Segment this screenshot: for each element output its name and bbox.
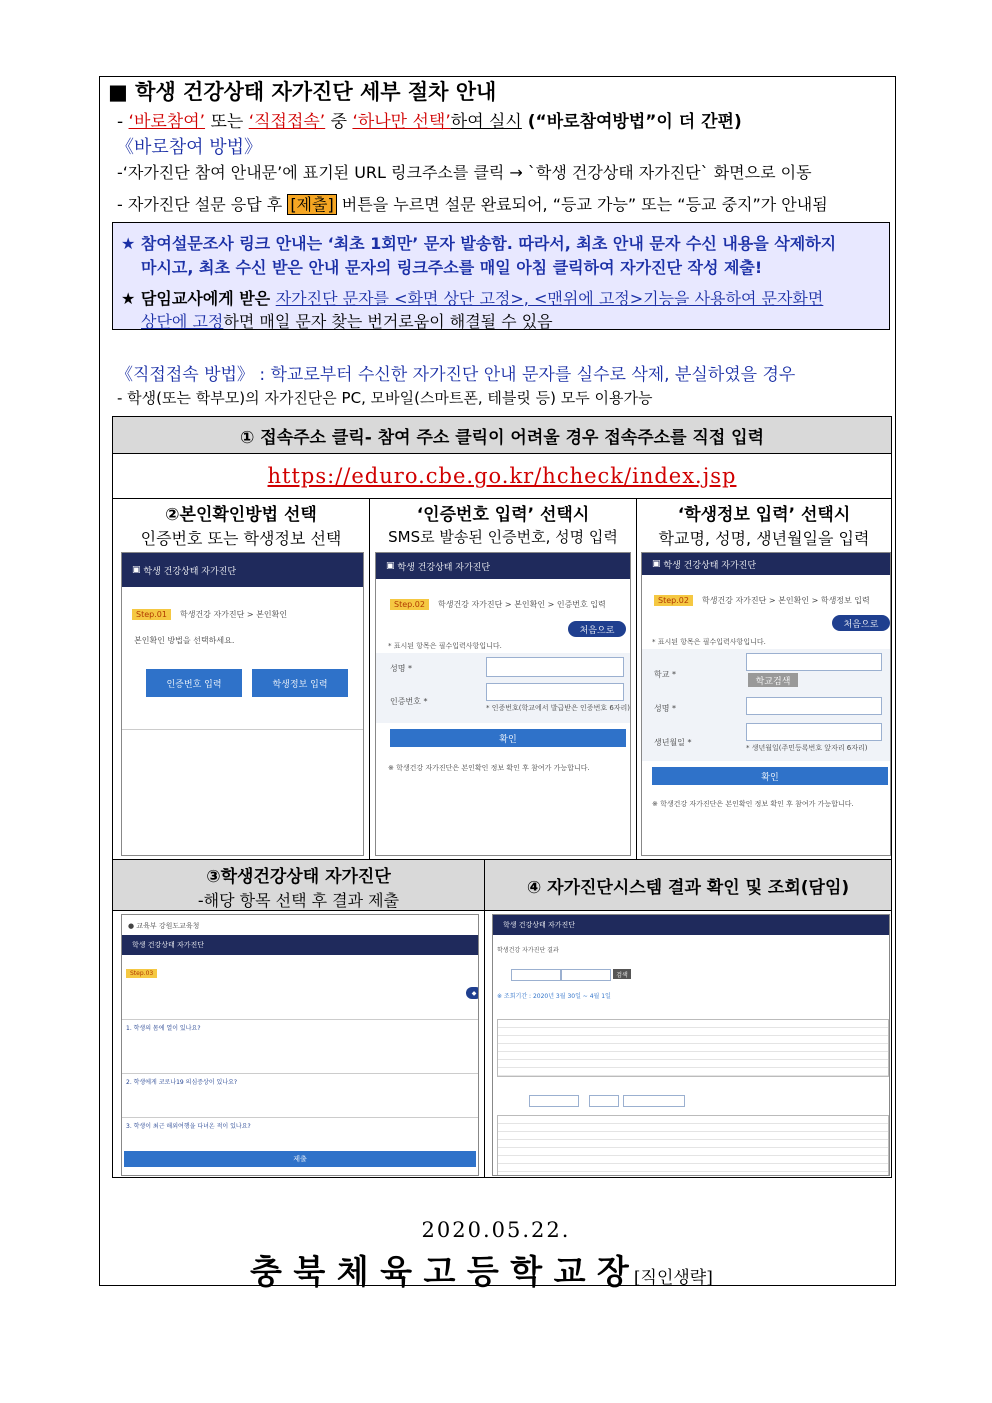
intro-note: (“바로참여방법”이 더 간편) bbox=[521, 112, 742, 132]
notice-box bbox=[112, 222, 890, 330]
breadcrumb: 학생건강 자가진단 > 본인확인 bbox=[180, 610, 288, 619]
access-method-line: - 학생(또는 학부모)의 자가진단은 PC, 모바일(스마트폰, 테블릿 등) 모두 이용가능 bbox=[117, 389, 653, 407]
required-note: * 표시된 항목은 필수입력사항입니다. bbox=[652, 638, 766, 646]
footer-date: 2020.05.22. bbox=[421, 1218, 571, 1242]
direct-step-1: -‘자가진단 참여 안내문’에 표기된 URL 링크주소를 클릭 → `학생 건강상태 자가진단` 화면으로 이동 bbox=[117, 163, 812, 182]
notice-2-link-2: 상단에 고정 bbox=[141, 312, 224, 331]
question-2: 2. 학생에게 코로나19 의심증상이 있나요? bbox=[126, 1079, 238, 1086]
intro-or: 또는 bbox=[205, 112, 249, 132]
app-header bbox=[642, 553, 890, 575]
question-1: 1. 학생의 몸에 열이 있나요? bbox=[126, 1025, 201, 1032]
table-row-url bbox=[112, 453, 892, 499]
org-logos bbox=[128, 921, 199, 931]
notice-2-pre: ★ 담임교사에게 받은 bbox=[121, 289, 276, 308]
home-button[interactable]: 처음으로 bbox=[568, 621, 626, 637]
step3-subtitle: -해당 항목 선택 후 결과 제출 bbox=[197, 891, 400, 910]
filter-select[interactable] bbox=[529, 1095, 579, 1107]
info-subtitle: 학교명, 성명, 생년월일을 입력 bbox=[658, 529, 870, 548]
breadcrumb: 학생건강 자가진단 > 본인확인 > 학생정보 입력 bbox=[702, 596, 870, 605]
step3-title: ③학생건강상태 자가진단 bbox=[206, 867, 391, 887]
app-icon: ▣ bbox=[386, 561, 398, 571]
app-title: 학생 건강상태 자가진단 bbox=[132, 941, 205, 949]
name-filter-input[interactable] bbox=[623, 1095, 685, 1107]
required-note: * 표시된 항목은 필수입력사항입니다. bbox=[388, 642, 502, 650]
app-icon: ▣ bbox=[132, 565, 144, 575]
birth-label: 생년월일 * bbox=[654, 738, 692, 747]
step4-title: ④ 자가진단시스템 결과 확인 및 조회(담임) bbox=[484, 859, 892, 911]
notice-1-line-1: ★ 참여설문조사 링크 안내는 ‘최초 1회만’ 문자 발송함. 따라서, 최초 안내 문자 수신 내용을 삭제하지 bbox=[121, 234, 837, 253]
divider bbox=[122, 1019, 478, 1020]
divider bbox=[122, 729, 363, 730]
notice-2-line-2 bbox=[141, 309, 553, 332]
birth-input[interactable] bbox=[746, 723, 882, 741]
step-badge: Step.03 bbox=[126, 969, 157, 978]
name-input[interactable] bbox=[486, 657, 624, 677]
confirm-button[interactable]: 확인 bbox=[390, 729, 626, 747]
birth-hint: * 생년월일(주민등록번호 앞자리 6자리) bbox=[746, 744, 868, 752]
app-header bbox=[493, 915, 889, 935]
access-method-title: 《직접접속 방법》 : 학교로부터 수신한 자가진단 안내 문자를 실수로 삭제, 분실하였을 경우 bbox=[116, 365, 796, 385]
step-badge: Step.01 bbox=[132, 609, 171, 620]
results-table bbox=[497, 1019, 889, 1077]
code-input-button[interactable]: 인증번호 입력 bbox=[146, 669, 242, 697]
prompt-text: 본인확인 방법을 선택하세요. bbox=[134, 636, 235, 645]
info-notes: ※ 학생건강 자가진단은 본인확인 정보 확인 후 참여가 가능합니다. bbox=[652, 800, 854, 808]
step3-header bbox=[112, 859, 485, 911]
screen-student-info bbox=[641, 552, 891, 856]
notice-2-link: 자가진단 문자를 <화면 상단 고정>, <맨위에 고정>기능을 사용하여 문자화면 bbox=[275, 289, 824, 308]
table-row-access: ① 접속주소 클릭- 참여 주소 클릭이 어려울 경우 접속주소를 직접 입력 bbox=[112, 416, 892, 454]
screen-survey bbox=[121, 914, 479, 1176]
query-period: ※ 조회기간 : 2020년 3월 30일 ~ 4월 1일 bbox=[497, 993, 611, 1000]
step-badge: Step.02 bbox=[654, 595, 693, 606]
info-title: ‘학생정보 입력’ 선택시 bbox=[677, 505, 851, 525]
date-from-input[interactable] bbox=[511, 969, 561, 981]
access-url-link[interactable]: https://eduro.cbe.go.kr/hcheck/index.jsp bbox=[267, 464, 737, 488]
survey-submit-button[interactable]: 제출 bbox=[124, 1151, 476, 1167]
name-label: 성명 * bbox=[390, 664, 412, 673]
intro-dash: - bbox=[117, 112, 129, 132]
app-title: 학생 건강상태 자가진단 bbox=[663, 560, 757, 571]
seal-omitted: [직인생략] bbox=[633, 1268, 713, 1288]
school-principal: 충 북 체 육 고 등 학 교 장 bbox=[250, 1252, 629, 1291]
direct-step-2-post: 버튼을 누르면 설문 완료되어, “등교 가능” 또는 “등교 중지”가 안내됨 bbox=[336, 195, 828, 214]
direct-method-title: 《바로참여 방법》 bbox=[116, 137, 263, 158]
search-button[interactable]: 검색 bbox=[613, 969, 631, 979]
app-title: 학생 건강상태 자가진단 bbox=[503, 921, 576, 929]
screen-identity-method bbox=[121, 552, 364, 856]
app-title: 학생 건강상태 자가진단 bbox=[397, 562, 491, 573]
school-input[interactable] bbox=[746, 653, 882, 671]
code-subtitle: SMS로 발송된 인증번호, 성명 입력 bbox=[388, 528, 618, 546]
date-to-input[interactable] bbox=[561, 969, 611, 981]
step-badge: Step.02 bbox=[390, 599, 429, 610]
info-notes: ※ 학생건강 자가진단은 본인확인 정보 확인 후 참여가 가능합니다. bbox=[388, 764, 590, 772]
home-button[interactable]: 처음으로 bbox=[832, 615, 890, 631]
direct-step-2-pre: - 자가진단 설문 응답 후 bbox=[117, 195, 288, 214]
divider bbox=[122, 1073, 478, 1074]
org-ministry: 교육부 bbox=[136, 922, 157, 930]
intro-option-access: ‘직접접속’ bbox=[248, 112, 326, 132]
page-title: ■ 학생 건강상태 자가진단 세부 절차 안내 bbox=[108, 80, 497, 104]
class-select[interactable] bbox=[589, 1095, 619, 1107]
step2-title: ②본인확인방법 선택 bbox=[165, 505, 317, 525]
results-breadcrumb: 학생건강 자가진단 결과 bbox=[497, 947, 559, 954]
screen-code-input bbox=[375, 552, 631, 856]
org-emblem-icon: ● bbox=[128, 922, 135, 930]
student-info-button[interactable]: 학생정보 입력 bbox=[252, 669, 348, 697]
intro-choose-one: ‘하나만 선택’ bbox=[352, 112, 451, 132]
org-office: 강원도교육청 bbox=[158, 922, 200, 930]
footer-signature bbox=[250, 1246, 713, 1293]
code-title: ‘인증번호 입력’ 선택시 bbox=[416, 505, 590, 525]
confirm-button[interactable]: 확인 bbox=[652, 767, 888, 785]
question-3: 3. 학생이 최근 해외여행을 다녀온 적이 있나요? bbox=[126, 1123, 251, 1130]
step2-subtitle: 인증번호 또는 학생정보 선택 bbox=[140, 529, 342, 548]
name-input[interactable] bbox=[746, 697, 882, 715]
breadcrumb: 학생건강 자가진단 > 본인확인 > 인증번호 입력 bbox=[438, 600, 606, 609]
intro-tail: 하여 실시 bbox=[450, 112, 522, 132]
divider bbox=[122, 1117, 478, 1118]
intro-line bbox=[117, 107, 742, 132]
school-search-button[interactable]: 학교검색 bbox=[748, 673, 798, 687]
screen-results bbox=[492, 914, 890, 1176]
app-header bbox=[376, 553, 630, 579]
intro-option-direct: ‘바로참여’ bbox=[128, 112, 206, 132]
app-title: 학생 건강상태 자가진단 bbox=[143, 566, 237, 577]
code-label: 인증번호 * bbox=[390, 697, 428, 706]
notice-1-line-2: 마시고, 최초 수신 받은 안내 문자의 링크주소를 매일 아침 클릭하여 자가진단 작성 제출! bbox=[141, 258, 763, 277]
code-input[interactable] bbox=[486, 683, 624, 701]
submit-label: [제출] bbox=[287, 194, 336, 215]
notice-2-post: 하면 매일 문자 찾는 번거로움이 해결될 수 있음 bbox=[223, 312, 553, 331]
intro-mid: 중 bbox=[325, 112, 353, 132]
app-header bbox=[122, 553, 363, 587]
code-hint: * 인증번호(학교에서 발급받은 인증번호 6자리) bbox=[486, 704, 631, 712]
direct-step-2 bbox=[117, 192, 828, 215]
name-label: 성명 * bbox=[654, 704, 676, 713]
student-table bbox=[497, 1115, 889, 1176]
school-label: 학교 * bbox=[654, 670, 676, 679]
notice-2-line-1 bbox=[121, 286, 823, 309]
home-button[interactable]: ◆ bbox=[466, 987, 479, 999]
app-icon: ▣ bbox=[652, 559, 664, 569]
app-header bbox=[122, 935, 478, 955]
